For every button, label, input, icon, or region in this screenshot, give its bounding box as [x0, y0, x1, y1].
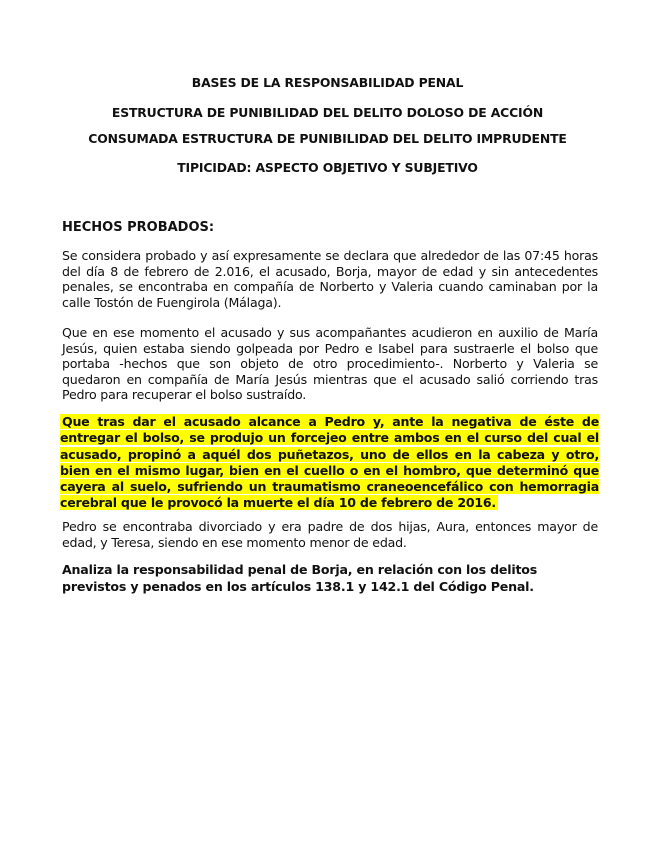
title-estructura-imprudente: CONSUMADA ESTRUCTURA DE PUNIBILIDAD DEL DELITO IMPRUDENTE: [88, 131, 567, 146]
paragraph-3-highlighted: [60, 414, 599, 512]
paragraph-1: Se considera probado y así expresamente se declara que alrededor de las 07:45 horas del día 8 de febrero de 2.016, el acusado, Borja, mayor de edad y sin antecedentes penales, se encontraba en compañía de Norberto y Valeria cuando caminaban por la calle Tostón de Fuengirola (Málaga).: [62, 248, 598, 310]
paragraph-4: Pedro se encontraba divorciado y era padre de dos hijas, Aura, entonces mayor de edad, y Teresa, siendo en ese momento menor de edad.: [62, 519, 598, 550]
section-heading-hechos-probados: HECHOS PROBADOS:: [62, 220, 215, 235]
paragraph-2: Que en ese momento el acusado y sus acompañantes acudieron en auxilio de María Jesús, quien estaba siendo golpeada por Pedro e Isabel para sustraerle el bolso que portaba -hechos que son objeto de otro procedimiento-. Norberto y Valeria se quedaron en compañía de María Jesús mientras que el acusado salió corriendo tras Pedro para recuperar el bolso sustraído.: [62, 325, 598, 403]
question-paragraph: Analiza la responsabilidad penal de Borja, en relación con los delitos previstos y penados en los artículos 138.1 y 142.1 del Código Penal.: [62, 562, 538, 594]
highlighted-text: Que tras dar el acusado alcance a Pedro y, ante la negativa de éste de entregar el bolso, se produjo un forcejeo entre ambos en el curso del cual el acusado, propinó a aquél dos puñetazos, uno de ellos en la cabeza y otro, bien en el mismo lugar, bien en el cuello o en el hombro, que determinó que cayera al suelo, sufriendo un traumatismo craneoencefálico con hemorragia cerebral que le provocó la muerte el día 10 de febrero de 2016.: [60, 414, 599, 511]
title-tipicidad: TIPICIDAD: ASPECTO OBJETIVO Y SUBJETIVO: [177, 160, 478, 175]
title-estructura-doloso: ESTRUCTURA DE PUNIBILIDAD DEL DELITO DOLOSO DE ACCIÓN: [111, 105, 544, 120]
title-bases: BASES DE LA RESPONSABILIDAD PENAL: [191, 75, 464, 90]
